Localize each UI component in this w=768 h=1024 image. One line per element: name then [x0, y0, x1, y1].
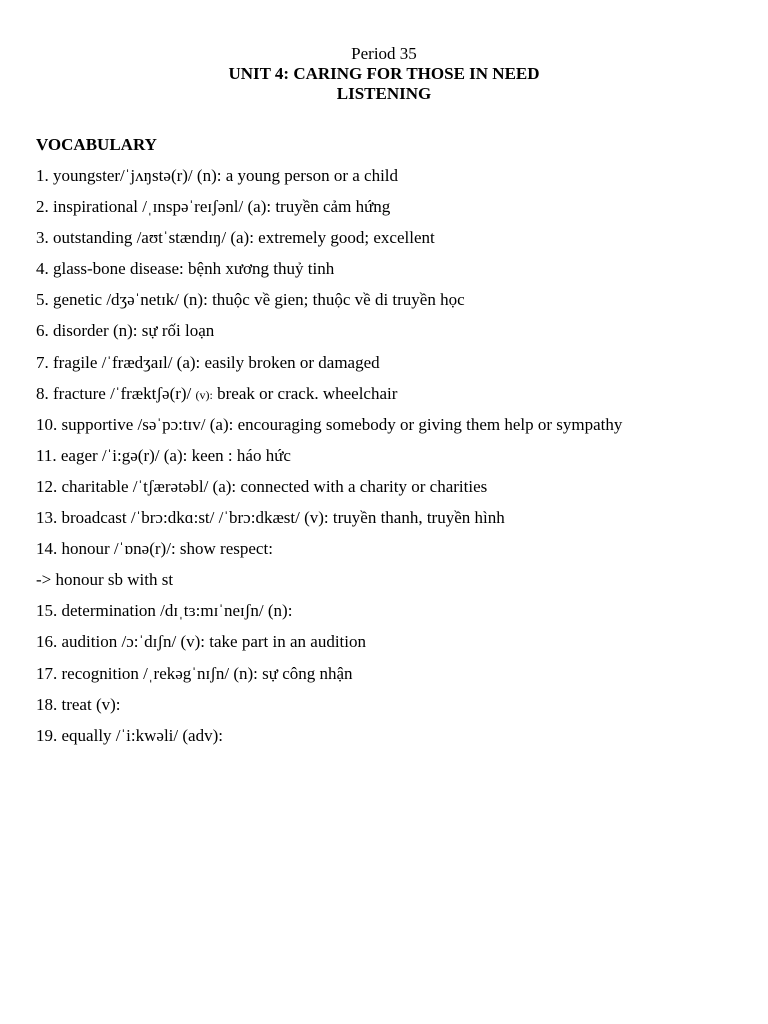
- vocabulary-heading: VOCABULARY: [36, 135, 157, 154]
- vocab-item: 4. glass-bone disease: bệnh xương thuỷ tinh: [36, 259, 335, 279]
- part-of-speech: (v):: [195, 387, 213, 402]
- vocab-item: 13. broadcast /ˈbrɔ:dkɑ:st/ /ˈbrɔ:dkæst/ (v): truyền thanh, truyền hình: [36, 508, 505, 528]
- vocab-item: 19. equally /ˈi:kwəli/ (adv):: [36, 725, 223, 745]
- vocabulary-list: [36, 166, 736, 757]
- vocab-item: 16. audition /ɔ:ˈdɪʃn/ (v): take part in an audition: [36, 632, 366, 652]
- vocab-item: 14. honour /ˈɒnə(r)/: show respect:: [36, 539, 273, 559]
- vocab-item: 6. disorder (n): sự rối loạn: [36, 321, 215, 341]
- vocab-item: 12. charitable /ˈtʃærətəbl/ (a): connected with a charity or charities: [36, 476, 488, 496]
- vocab-item: 2. inspirational /ˌɪnspəˈreɪʃənl/ (a): truyền cảm hứng: [36, 197, 391, 217]
- document-header: [0, 44, 768, 104]
- vocab-item: 1. youngster/ˈjʌŋstə(r)/ (n): a young person or a child: [36, 166, 399, 185]
- vocab-item: 18. treat (v):: [36, 694, 121, 714]
- vocab-item: 10. supportive /səˈpɔ:tɪv/ (a): encouraging somebody or giving them help or sympathy: [36, 414, 623, 434]
- vocab-item-text: 8. fracture /ˈfræktʃə(r)/: [36, 383, 196, 403]
- vocab-item: 5. genetic /dʒəˈnetɪk/ (n): thuộc về gien; thuộc về di truyền học: [36, 290, 465, 310]
- lesson-title: LISTENING: [336, 84, 432, 103]
- vocab-item: 3. outstanding /aʊtˈstændɪŋ/ (a): extremely good; excellent: [36, 228, 435, 248]
- vocab-item: 7. fragile /ˈfrædʒaɪl/ (a): easily broken or damaged: [36, 352, 380, 372]
- vocab-item-fracture: [36, 384, 736, 415]
- period-label: Period 35: [351, 44, 417, 63]
- unit-title: UNIT 4: CARING FOR THOSE IN NEED: [228, 64, 540, 83]
- vocab-item: 11. eager /ˈi:gə(r)/ (a): keen : háo hức: [36, 445, 291, 465]
- vocab-item-meaning: break or crack. wheelchair: [212, 383, 398, 403]
- vocab-item: 15. determination /dɪˌtɜ:mɪˈneɪʃn/ (n):: [36, 601, 293, 621]
- vocab-item: -> honour sb with st: [36, 570, 174, 590]
- vocab-item: 17. recognition /ˌrekəgˈnɪʃn/ (n): sự công nhận: [36, 663, 353, 683]
